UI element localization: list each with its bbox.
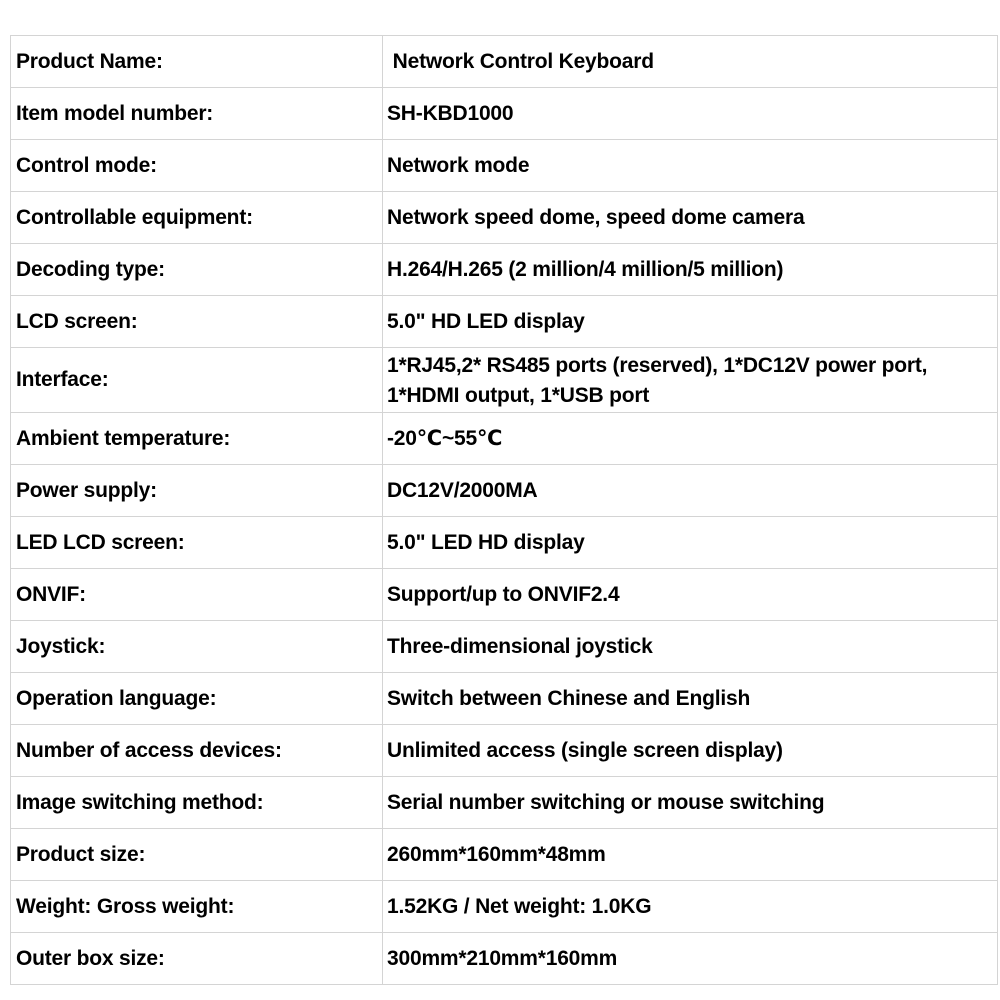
spec-key: Interface: [11, 348, 383, 413]
spec-row-weight [11, 881, 998, 933]
spec-row-joystick [11, 621, 998, 673]
spec-key: Joystick: [11, 621, 383, 673]
spec-row-onvif [11, 569, 998, 621]
spec-row-control-mode [11, 140, 998, 192]
spec-key: LED LCD screen: [11, 517, 383, 569]
specification-table-body [11, 36, 998, 985]
spec-value: Network Control Keyboard [383, 36, 998, 88]
spec-key: Weight: Gross weight: [11, 881, 383, 933]
spec-row-controllable-equipment [11, 192, 998, 244]
spec-row-outer-box-size [11, 933, 998, 985]
spec-value: Serial number switching or mouse switching [383, 777, 998, 829]
spec-key: Image switching method: [11, 777, 383, 829]
spec-key: Power supply: [11, 465, 383, 517]
spec-value: 5.0" LED HD display [383, 517, 998, 569]
spec-value: -20℃~55℃ [383, 413, 998, 465]
spec-value [383, 348, 998, 413]
spec-key: Number of access devices: [11, 725, 383, 777]
spec-value-line: 1*RJ45,2* RS485 ports (reserved), 1*DC12V power port, [387, 354, 928, 377]
spec-value: Network speed dome, speed dome camera [383, 192, 998, 244]
spec-key: Product size: [11, 829, 383, 881]
spec-row-power-supply [11, 465, 998, 517]
spec-key: Control mode: [11, 140, 383, 192]
spec-value: H.264/H.265 (2 million/4 million/5 million) [383, 244, 998, 296]
spec-value: Switch between Chinese and English [383, 673, 998, 725]
spec-value: SH-KBD1000 [383, 88, 998, 140]
spec-key: LCD screen: [11, 296, 383, 348]
spec-key: Outer box size: [11, 933, 383, 985]
spec-row-lcd-screen [11, 296, 998, 348]
spec-key: ONVIF: [11, 569, 383, 621]
spec-row-interface [11, 348, 998, 413]
spec-value: 300mm*210mm*160mm [383, 933, 998, 985]
spec-value: 260mm*160mm*48mm [383, 829, 998, 881]
spec-value: Network mode [383, 140, 998, 192]
spec-value: Unlimited access (single screen display) [383, 725, 998, 777]
spec-row-led-lcd-screen [11, 517, 998, 569]
spec-row-image-switching-method [11, 777, 998, 829]
specification-table [10, 35, 998, 985]
spec-key: Item model number: [11, 88, 383, 140]
spec-value: Support/up to ONVIF2.4 [383, 569, 998, 621]
spec-value: DC12V/2000MA [383, 465, 998, 517]
spec-row-ambient-temperature [11, 413, 998, 465]
spec-row-product-size [11, 829, 998, 881]
spec-value: 1.52KG / Net weight: 1.0KG [383, 881, 998, 933]
spec-row-product-name [11, 36, 998, 88]
spec-key: Ambient temperature: [11, 413, 383, 465]
spec-row-number-of-access-devices [11, 725, 998, 777]
spec-row-item-model-number [11, 88, 998, 140]
spec-key: Controllable equipment: [11, 192, 383, 244]
spec-value-line: 1*HDMI output, 1*USB port [387, 384, 650, 407]
spec-key: Decoding type: [11, 244, 383, 296]
spec-row-decoding-type [11, 244, 998, 296]
spec-row-operation-language [11, 673, 998, 725]
spec-value: Three-dimensional joystick [383, 621, 998, 673]
spec-value: 5.0" HD LED display [383, 296, 998, 348]
spec-key: Operation language: [11, 673, 383, 725]
spec-key: Product Name: [11, 36, 383, 88]
